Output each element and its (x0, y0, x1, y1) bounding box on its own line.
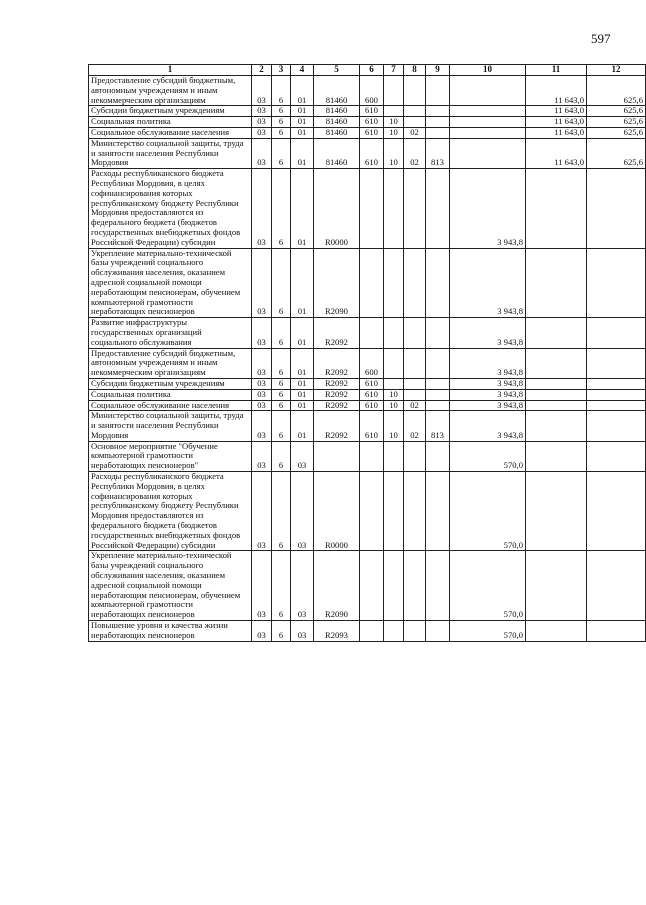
code-cell: 03 (252, 169, 272, 248)
row-name-cell: Министерство социальной защиты, труда и занятости населения Республики Мордовия (89, 411, 252, 441)
code-cell: 6 (272, 169, 291, 248)
code-cell (404, 621, 426, 642)
code-cell: R2092 (314, 378, 360, 389)
amount-cell (587, 378, 646, 389)
code-cell: 10 (384, 127, 404, 138)
code-cell: 01 (291, 138, 314, 168)
table-row (89, 472, 646, 551)
code-cell (384, 318, 404, 348)
code-cell: 03 (252, 248, 272, 318)
column-header: 8 (404, 65, 426, 76)
code-cell (426, 348, 450, 378)
code-cell: 6 (272, 378, 291, 389)
code-cell: 03 (252, 318, 272, 348)
code-cell: 10 (384, 138, 404, 168)
row-name-cell: Предоставление субсидий бюджетным, автономным учреждениям и иным некоммерческим организациям (89, 348, 252, 378)
code-cell (426, 106, 450, 117)
code-cell: R2090 (314, 248, 360, 318)
amount-cell (450, 117, 526, 128)
code-cell (360, 551, 384, 621)
code-cell: 610 (360, 117, 384, 128)
amount-cell (587, 441, 646, 471)
code-cell: 610 (360, 400, 384, 411)
table-row (89, 348, 646, 378)
code-cell (404, 472, 426, 551)
code-cell: 01 (291, 318, 314, 348)
code-cell (384, 441, 404, 471)
code-cell (360, 472, 384, 551)
amount-cell: 11 643,0 (526, 117, 587, 128)
code-cell: 01 (291, 169, 314, 248)
code-cell: 03 (252, 441, 272, 471)
table-row (89, 621, 646, 642)
code-cell (404, 248, 426, 318)
code-cell: R0000 (314, 169, 360, 248)
code-cell: 03 (252, 551, 272, 621)
code-cell: R2092 (314, 348, 360, 378)
code-cell: 600 (360, 76, 384, 106)
row-name-cell: Социальная политика (89, 117, 252, 128)
amount-cell (587, 318, 646, 348)
code-cell: 01 (291, 248, 314, 318)
amount-cell (526, 621, 587, 642)
code-cell: 03 (291, 472, 314, 551)
code-cell: R2093 (314, 621, 360, 642)
code-cell: 02 (404, 411, 426, 441)
code-cell: 10 (384, 400, 404, 411)
table-row (89, 318, 646, 348)
amount-cell: 3 943,8 (450, 378, 526, 389)
code-cell: 10 (384, 411, 404, 441)
code-cell: 01 (291, 400, 314, 411)
row-name-cell: Субсидии бюджетным учреждениям (89, 106, 252, 117)
amount-cell (526, 472, 587, 551)
code-cell (404, 389, 426, 400)
amount-cell (587, 551, 646, 621)
row-name-cell: Основное мероприятие "Обучение компьютерной грамотности неработающих пенсионеров" (89, 441, 252, 471)
code-cell (426, 248, 450, 318)
amount-cell (587, 248, 646, 318)
amount-cell: 570,0 (450, 621, 526, 642)
amount-cell (587, 389, 646, 400)
amount-cell: 570,0 (450, 551, 526, 621)
table-row (89, 378, 646, 389)
code-cell: 03 (252, 389, 272, 400)
amount-cell: 11 643,0 (526, 76, 587, 106)
amount-cell (587, 169, 646, 248)
amount-cell (526, 389, 587, 400)
code-cell (360, 169, 384, 248)
amount-cell: 625,6 (587, 138, 646, 168)
page-number: 597 (591, 31, 611, 46)
table-row (89, 106, 646, 117)
amount-cell: 11 643,0 (526, 106, 587, 117)
amount-cell: 3 943,8 (450, 169, 526, 248)
code-cell: 6 (272, 127, 291, 138)
amount-cell (587, 411, 646, 441)
code-cell: 6 (272, 621, 291, 642)
code-cell (426, 472, 450, 551)
row-name-cell: Укрепление материально-технической базы учреждений социального обслуживания населения, оказанием адресной социальной помощи неработающим пенсионерам, обучением компьютерной грамотности неработающих пенсионеров (89, 551, 252, 621)
code-cell (426, 117, 450, 128)
code-cell (384, 106, 404, 117)
code-cell (404, 76, 426, 106)
code-cell: 610 (360, 411, 384, 441)
code-cell: 03 (252, 127, 272, 138)
code-cell: 03 (252, 106, 272, 117)
code-cell: R2092 (314, 318, 360, 348)
code-cell (426, 389, 450, 400)
code-cell: 01 (291, 106, 314, 117)
amount-cell: 625,6 (587, 117, 646, 128)
amount-cell: 3 943,8 (450, 318, 526, 348)
code-cell: 02 (404, 400, 426, 411)
row-name-cell: Укрепление материально-технической базы учреждений социального обслуживания населения, оказанием адресной социальной помощи неработающим пенсионерам, обучением компьютерной грамотности неработающих пенсионеров (89, 248, 252, 318)
code-cell: 03 (252, 117, 272, 128)
table-row (89, 127, 646, 138)
code-cell: 01 (291, 411, 314, 441)
code-cell: 10 (384, 389, 404, 400)
amount-cell (526, 441, 587, 471)
column-header: 4 (291, 65, 314, 76)
row-name-cell: Расходы республиканского бюджета Республики Мордовия, в целях софинансирования которых республиканскому бюджету Республики Мордовия предоставляются из федерального бюджета (бюджетов государственных внебюджетных фондов Российской Федерации) субсидии (89, 472, 252, 551)
code-cell (360, 621, 384, 642)
column-header: 2 (252, 65, 272, 76)
amount-cell (526, 551, 587, 621)
code-cell: 03 (252, 138, 272, 168)
amount-cell (526, 400, 587, 411)
amount-cell: 3 943,8 (450, 411, 526, 441)
table-row (89, 138, 646, 168)
amount-cell (526, 411, 587, 441)
amount-cell: 570,0 (450, 441, 526, 471)
code-cell: 81460 (314, 106, 360, 117)
code-cell: 03 (291, 441, 314, 471)
code-cell: 81460 (314, 127, 360, 138)
code-cell: 03 (252, 411, 272, 441)
code-cell: 813 (426, 138, 450, 168)
code-cell: R2092 (314, 411, 360, 441)
code-cell (426, 441, 450, 471)
code-cell: 02 (404, 138, 426, 168)
code-cell (404, 551, 426, 621)
code-cell: 6 (272, 76, 291, 106)
code-cell: 03 (291, 551, 314, 621)
table-row (89, 400, 646, 411)
column-header: 10 (450, 65, 526, 76)
code-cell: 81460 (314, 117, 360, 128)
code-cell: 610 (360, 378, 384, 389)
code-cell: 10 (384, 117, 404, 128)
row-name-cell: Социальная политика (89, 389, 252, 400)
row-name-cell: Предоставление субсидий бюджетным, автономным учреждениям и иным некоммерческим организациям (89, 76, 252, 106)
code-cell: 6 (272, 138, 291, 168)
amount-cell: 3 943,8 (450, 389, 526, 400)
row-name-cell: Социальное обслуживание населения (89, 127, 252, 138)
code-cell: 01 (291, 389, 314, 400)
amount-cell: 3 943,8 (450, 348, 526, 378)
code-cell: 01 (291, 348, 314, 378)
code-cell (426, 400, 450, 411)
code-cell: 813 (426, 411, 450, 441)
code-cell: 6 (272, 348, 291, 378)
code-cell (360, 318, 384, 348)
amount-cell: 570,0 (450, 472, 526, 551)
code-cell (426, 318, 450, 348)
column-header: 1 (89, 65, 252, 76)
table-row (89, 551, 646, 621)
amount-cell: 625,6 (587, 127, 646, 138)
code-cell (404, 318, 426, 348)
code-cell: 81460 (314, 138, 360, 168)
amount-cell (587, 621, 646, 642)
table-body (89, 76, 646, 642)
column-header: 9 (426, 65, 450, 76)
amount-cell (526, 169, 587, 248)
row-name-cell: Министерство социальной защиты, труда и занятости населения Республики Мордовия (89, 138, 252, 168)
table-row (89, 169, 646, 248)
amount-cell: 625,6 (587, 106, 646, 117)
code-cell: 01 (291, 127, 314, 138)
code-cell: 01 (291, 76, 314, 106)
code-cell (404, 378, 426, 389)
code-cell: 6 (272, 411, 291, 441)
column-header: 5 (314, 65, 360, 76)
code-cell (404, 169, 426, 248)
code-cell: 03 (291, 621, 314, 642)
amount-cell: 3 943,8 (450, 400, 526, 411)
code-cell (404, 117, 426, 128)
code-cell: 6 (272, 318, 291, 348)
code-cell (426, 127, 450, 138)
amount-cell: 11 643,0 (526, 138, 587, 168)
code-cell (384, 348, 404, 378)
code-cell (360, 441, 384, 471)
code-cell (426, 169, 450, 248)
table-row (89, 389, 646, 400)
code-cell (384, 76, 404, 106)
code-cell: R2092 (314, 400, 360, 411)
code-cell: 03 (252, 76, 272, 106)
code-cell (384, 472, 404, 551)
code-cell (404, 106, 426, 117)
code-cell: 03 (252, 378, 272, 389)
row-name-cell: Повышение уровня и качества жизни неработающих пенсионеров (89, 621, 252, 642)
code-cell: 6 (272, 248, 291, 318)
table-row (89, 441, 646, 471)
column-header: 3 (272, 65, 291, 76)
code-cell (384, 248, 404, 318)
code-cell: 03 (252, 621, 272, 642)
amount-cell (587, 400, 646, 411)
code-cell: 01 (291, 117, 314, 128)
code-cell: 6 (272, 441, 291, 471)
code-cell: 03 (252, 348, 272, 378)
code-cell: 6 (272, 117, 291, 128)
amount-cell: 11 643,0 (526, 127, 587, 138)
amount-cell (587, 348, 646, 378)
code-cell (384, 169, 404, 248)
code-cell (384, 621, 404, 642)
row-name-cell: Социальное обслуживание населения (89, 400, 252, 411)
code-cell (404, 441, 426, 471)
row-name-cell: Расходы республиканского бюджета Республики Мордовия, в целях софинансирования которых республиканскому бюджету Республики Мордовия предоставляются из федерального бюджета (бюджетов государственных внебюджетных фондов Российской Федерации) субсидии (89, 169, 252, 248)
code-cell: 6 (272, 400, 291, 411)
column-header: 7 (384, 65, 404, 76)
table-row (89, 248, 646, 318)
amount-cell (526, 318, 587, 348)
column-header: 11 (526, 65, 587, 76)
code-cell: 81460 (314, 76, 360, 106)
code-cell: R2092 (314, 389, 360, 400)
code-cell: R2090 (314, 551, 360, 621)
code-cell (426, 551, 450, 621)
amount-cell (587, 472, 646, 551)
amount-cell: 3 943,8 (450, 248, 526, 318)
code-cell (360, 248, 384, 318)
amount-cell (450, 127, 526, 138)
code-cell: 610 (360, 127, 384, 138)
code-cell: 02 (404, 127, 426, 138)
row-name-cell: Развитие инфраструктуры государственных организаций социального обслуживания (89, 318, 252, 348)
code-cell: 03 (252, 472, 272, 551)
amount-cell (450, 76, 526, 106)
code-cell: 6 (272, 472, 291, 551)
column-header: 12 (587, 65, 646, 76)
code-cell (426, 378, 450, 389)
code-cell: 610 (360, 106, 384, 117)
amount-cell (526, 378, 587, 389)
code-cell (384, 551, 404, 621)
code-cell: 600 (360, 348, 384, 378)
row-name-cell: Субсидии бюджетным учреждениям (89, 378, 252, 389)
header-row (89, 65, 646, 76)
table-row (89, 76, 646, 106)
code-cell (384, 378, 404, 389)
code-cell: 01 (291, 378, 314, 389)
amount-cell: 625,6 (587, 76, 646, 106)
amount-cell (526, 248, 587, 318)
code-cell: 03 (252, 400, 272, 411)
code-cell (314, 441, 360, 471)
code-cell: 610 (360, 389, 384, 400)
code-cell (426, 76, 450, 106)
code-cell: R0000 (314, 472, 360, 551)
code-cell: 6 (272, 106, 291, 117)
budget-table (88, 64, 646, 642)
code-cell: 6 (272, 551, 291, 621)
amount-cell (450, 138, 526, 168)
code-cell: 6 (272, 389, 291, 400)
column-header: 6 (360, 65, 384, 76)
amount-cell (526, 348, 587, 378)
code-cell (426, 621, 450, 642)
table-row (89, 117, 646, 128)
table-row (89, 411, 646, 441)
code-cell: 610 (360, 138, 384, 168)
amount-cell (450, 106, 526, 117)
code-cell (404, 348, 426, 378)
